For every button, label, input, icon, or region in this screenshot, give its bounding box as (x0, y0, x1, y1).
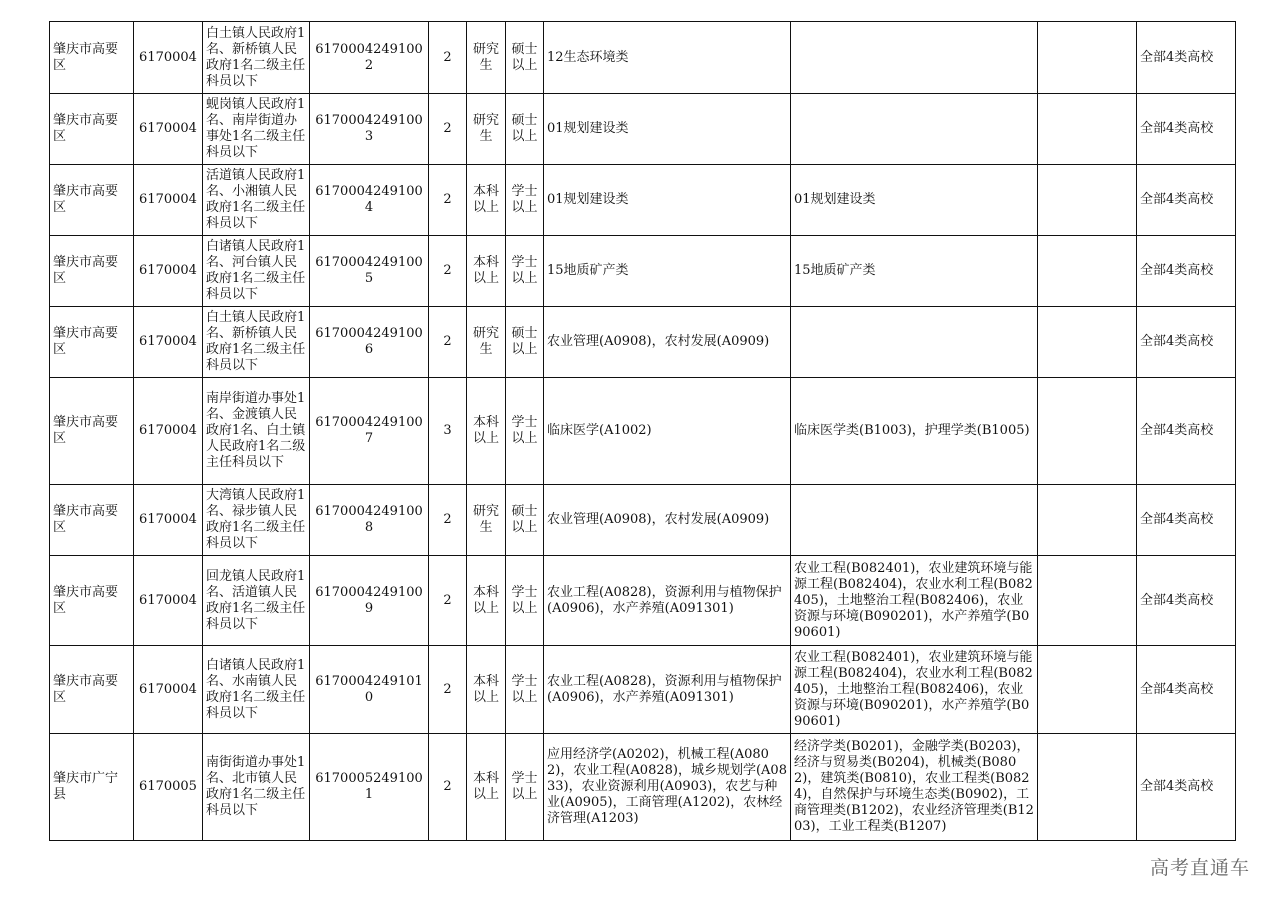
undergrad-major-cell (791, 94, 1038, 165)
dept-code-cell: 6170004 (134, 378, 203, 485)
position-code-cell: 61700042491009 (310, 556, 429, 646)
count-cell: 2 (429, 94, 467, 165)
other-requirement-cell (1038, 94, 1137, 165)
position-code-cell: 61700042491002 (310, 22, 429, 94)
table-row (50, 556, 1236, 646)
dept-code-cell: 6170004 (134, 165, 203, 236)
schools-cell: 全部4类高校 (1137, 307, 1236, 378)
postgrad-major-cell: 农业管理(A0908)，农村发展(A0909) (544, 307, 791, 378)
table-row (50, 165, 1236, 236)
area-cell: 肇庆市高要区 (50, 165, 134, 236)
postgrad-major-cell: 临床医学(A1002) (544, 378, 791, 485)
watermark-text: 高考直通车 (1149, 857, 1250, 879)
position-code-cell: 61700042491005 (310, 236, 429, 307)
schools-cell: 全部4类高校 (1137, 646, 1236, 734)
unit-cell: 白土镇人民政府1名、新桥镇人民政府1名二级主任科员以下 (203, 307, 310, 378)
unit-cell: 活道镇人民政府1名、小湘镇人民政府1名二级主任科员以下 (203, 165, 310, 236)
unit-cell: 大湾镇人民政府1名、禄步镇人民政府1名二级主任科员以下 (203, 485, 310, 556)
count-cell: 2 (429, 236, 467, 307)
education-cell: 研究生 (467, 22, 506, 94)
degree-cell: 学士以上 (506, 236, 544, 307)
undergrad-major-cell (791, 485, 1038, 556)
postgrad-major-cell: 01规划建设类 (544, 94, 791, 165)
position-code-cell: 61700042491008 (310, 485, 429, 556)
undergrad-major-cell: 01规划建设类 (791, 165, 1038, 236)
table-row (50, 378, 1236, 485)
undergrad-major-cell: 农业工程(B082401)，农业建筑环境与能源工程(B082404)，农业水利工程(B082405)，土地整治工程(B082406)，农业资源与环境(B090201)，水产养殖学(B090601) (791, 646, 1038, 734)
table-row (50, 236, 1236, 307)
dept-code-cell: 6170004 (134, 307, 203, 378)
area-cell: 肇庆市高要区 (50, 94, 134, 165)
schools-cell: 全部4类高校 (1137, 236, 1236, 307)
job-table (49, 21, 1236, 841)
unit-cell: 回龙镇人民政府1名、活道镇人民政府1名二级主任科员以下 (203, 556, 310, 646)
schools-cell: 全部4类高校 (1137, 22, 1236, 94)
degree-cell: 硕士以上 (506, 22, 544, 94)
degree-cell: 学士以上 (506, 556, 544, 646)
undergrad-major-cell: 15地质矿产类 (791, 236, 1038, 307)
area-cell: 肇庆市高要区 (50, 236, 134, 307)
area-cell: 肇庆市高要区 (50, 485, 134, 556)
postgrad-major-cell: 15地质矿产类 (544, 236, 791, 307)
schools-cell: 全部4类高校 (1137, 165, 1236, 236)
count-cell: 2 (429, 307, 467, 378)
unit-cell: 白土镇人民政府1名、新桥镇人民政府1名二级主任科员以下 (203, 22, 310, 94)
degree-cell: 学士以上 (506, 646, 544, 734)
undergrad-major-cell: 农业工程(B082401)，农业建筑环境与能源工程(B082404)，农业水利工程(B082405)，土地整治工程(B082406)，农业资源与环境(B090201)，水产养殖学(B090601) (791, 556, 1038, 646)
table-row (50, 734, 1236, 841)
table-row (50, 307, 1236, 378)
schools-cell: 全部4类高校 (1137, 734, 1236, 841)
education-cell: 本科以上 (467, 236, 506, 307)
undergrad-major-cell (791, 307, 1038, 378)
schools-cell: 全部4类高校 (1137, 556, 1236, 646)
education-cell: 本科以上 (467, 378, 506, 485)
table-row (50, 646, 1236, 734)
other-requirement-cell (1038, 236, 1137, 307)
degree-cell: 硕士以上 (506, 485, 544, 556)
schools-cell: 全部4类高校 (1137, 378, 1236, 485)
unit-cell: 白诸镇人民政府1名、水南镇人民政府1名二级主任科员以下 (203, 646, 310, 734)
unit-cell: 白诸镇人民政府1名、河台镇人民政府1名二级主任科员以下 (203, 236, 310, 307)
position-code-cell: 61700042491007 (310, 378, 429, 485)
dept-code-cell: 6170004 (134, 22, 203, 94)
table-row (50, 485, 1236, 556)
count-cell: 2 (429, 646, 467, 734)
undergrad-major-cell: 临床医学类(B1003)，护理学类(B1005) (791, 378, 1038, 485)
count-cell: 2 (429, 556, 467, 646)
count-cell: 2 (429, 734, 467, 841)
schools-cell: 全部4类高校 (1137, 485, 1236, 556)
area-cell: 肇庆市高要区 (50, 646, 134, 734)
position-code-cell: 61700052491001 (310, 734, 429, 841)
unit-cell: 蚬岗镇人民政府1名、南岸街道办事处1名二级主任科员以下 (203, 94, 310, 165)
postgrad-major-cell: 农业管理(A0908)，农村发展(A0909) (544, 485, 791, 556)
dept-code-cell: 6170005 (134, 734, 203, 841)
degree-cell: 硕士以上 (506, 307, 544, 378)
postgrad-major-cell: 应用经济学(A0202)，机械工程(A0802)，农业工程(A0828)，城乡规划学(A0833)，农业资源利用(A0903)，农艺与种业(A0905)，工商管理(A1202)，农林经济管理(A1203) (544, 734, 791, 841)
other-requirement-cell (1038, 307, 1137, 378)
count-cell: 2 (429, 165, 467, 236)
dept-code-cell: 6170004 (134, 94, 203, 165)
other-requirement-cell (1038, 734, 1137, 841)
education-cell: 研究生 (467, 485, 506, 556)
count-cell: 2 (429, 22, 467, 94)
position-code-cell: 61700042491004 (310, 165, 429, 236)
postgrad-major-cell: 12生态环境类 (544, 22, 791, 94)
degree-cell: 硕士以上 (506, 94, 544, 165)
postgrad-major-cell: 农业工程(A0828)，资源利用与植物保护(A0906)，水产养殖(A091301) (544, 646, 791, 734)
dept-code-cell: 6170004 (134, 556, 203, 646)
education-cell: 本科以上 (467, 734, 506, 841)
other-requirement-cell (1038, 22, 1137, 94)
position-code-cell: 61700042491003 (310, 94, 429, 165)
area-cell: 肇庆市高要区 (50, 307, 134, 378)
other-requirement-cell (1038, 646, 1137, 734)
degree-cell: 学士以上 (506, 734, 544, 841)
dept-code-cell: 6170004 (134, 236, 203, 307)
degree-cell: 学士以上 (506, 378, 544, 485)
table-row (50, 22, 1236, 94)
education-cell: 本科以上 (467, 165, 506, 236)
postgrad-major-cell: 01规划建设类 (544, 165, 791, 236)
education-cell: 本科以上 (467, 646, 506, 734)
position-code-cell: 61700042491010 (310, 646, 429, 734)
area-cell: 肇庆市高要区 (50, 22, 134, 94)
table-row (50, 94, 1236, 165)
area-cell: 肇庆市高要区 (50, 556, 134, 646)
dept-code-cell: 6170004 (134, 646, 203, 734)
degree-cell: 学士以上 (506, 165, 544, 236)
schools-cell: 全部4类高校 (1137, 94, 1236, 165)
other-requirement-cell (1038, 378, 1137, 485)
other-requirement-cell (1038, 485, 1137, 556)
area-cell: 肇庆市高要区 (50, 378, 134, 485)
count-cell: 3 (429, 378, 467, 485)
education-cell: 研究生 (467, 307, 506, 378)
undergrad-major-cell: 经济学类(B0201)，金融学类(B0203)，经济与贸易类(B0204)，机械类(B0802)，建筑类(B0810)，农业工程类(B0824)，自然保护与环境生态类(B0902)，工商管理类(B1202)，农业经济管理类(B1203)，工业工程类(B1207) (791, 734, 1038, 841)
postgrad-major-cell: 农业工程(A0828)，资源利用与植物保护(A0906)，水产养殖(A091301) (544, 556, 791, 646)
area-cell: 肇庆市广宁县 (50, 734, 134, 841)
education-cell: 本科以上 (467, 556, 506, 646)
education-cell: 研究生 (467, 94, 506, 165)
other-requirement-cell (1038, 165, 1137, 236)
unit-cell: 南街街道办事处1名、北市镇人民政府1名二级主任科员以下 (203, 734, 310, 841)
undergrad-major-cell (791, 22, 1038, 94)
unit-cell: 南岸街道办事处1名、金渡镇人民政府1名、白土镇人民政府1名二级主任科员以下 (203, 378, 310, 485)
other-requirement-cell (1038, 556, 1137, 646)
position-code-cell: 61700042491006 (310, 307, 429, 378)
count-cell: 2 (429, 485, 467, 556)
dept-code-cell: 6170004 (134, 485, 203, 556)
